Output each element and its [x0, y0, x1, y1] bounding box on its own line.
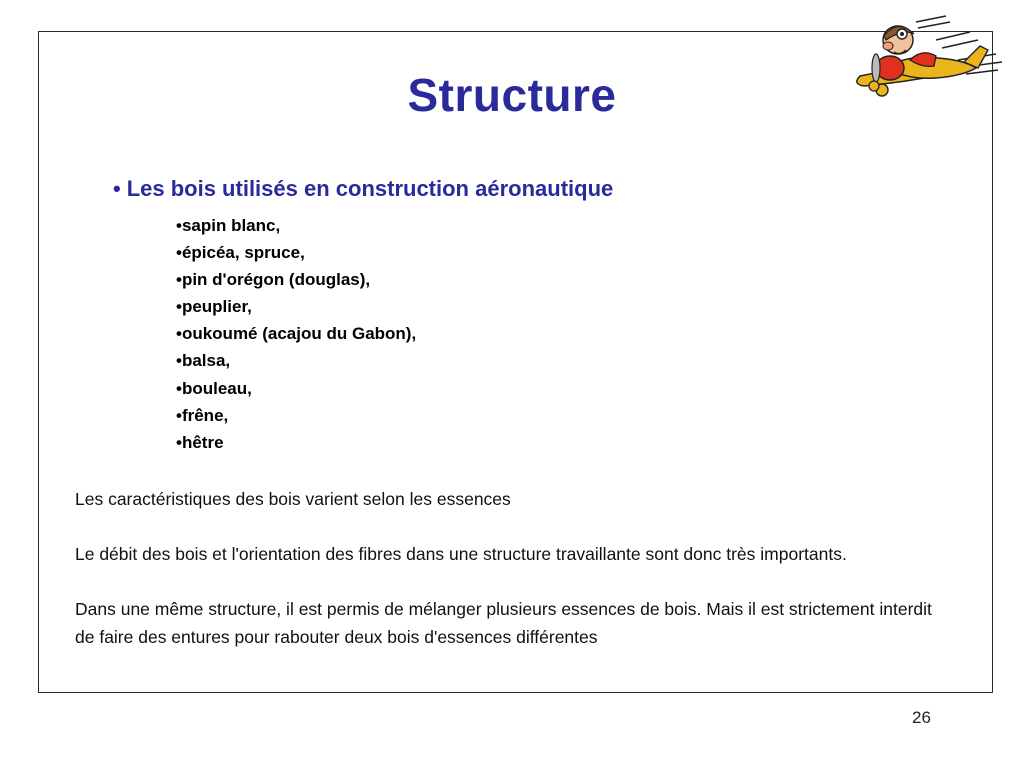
list-item: • oukoumé (acajou du Gabon),: [176, 320, 416, 347]
list-item: • bouleau,: [176, 375, 416, 402]
section-heading-text: Les bois utilisés en construction aéronautique: [126, 176, 614, 201]
paragraph: Le débit des bois et l'orientation des fibres dans une structure travaillante sont donc très importants.: [75, 544, 847, 564]
list-item: • peuplier,: [176, 293, 416, 320]
page-number: 26: [912, 708, 931, 727]
body-text: [75, 486, 955, 679]
bullet-icon: •: [113, 176, 121, 201]
list-item: • pin d'orégon (douglas),: [176, 266, 416, 293]
paragraph: Les caractéristiques des bois varient selon les essences: [75, 489, 511, 509]
list-item: • balsa,: [176, 347, 416, 374]
section-heading: [113, 176, 613, 202]
paragraph: Dans une même structure, il est permis de mélanger plusieurs essences de bois. Mais il est strictement interdit de faire des entures pour rabouter deux bois d'essences différentes: [75, 599, 932, 647]
wood-list: [176, 212, 416, 456]
list-item: • hêtre: [176, 429, 416, 456]
list-item: • frêne,: [176, 402, 416, 429]
slide-title: Structure: [407, 69, 617, 121]
list-item: • sapin blanc,: [176, 212, 416, 239]
list-item: • épicéa, spruce,: [176, 239, 416, 266]
